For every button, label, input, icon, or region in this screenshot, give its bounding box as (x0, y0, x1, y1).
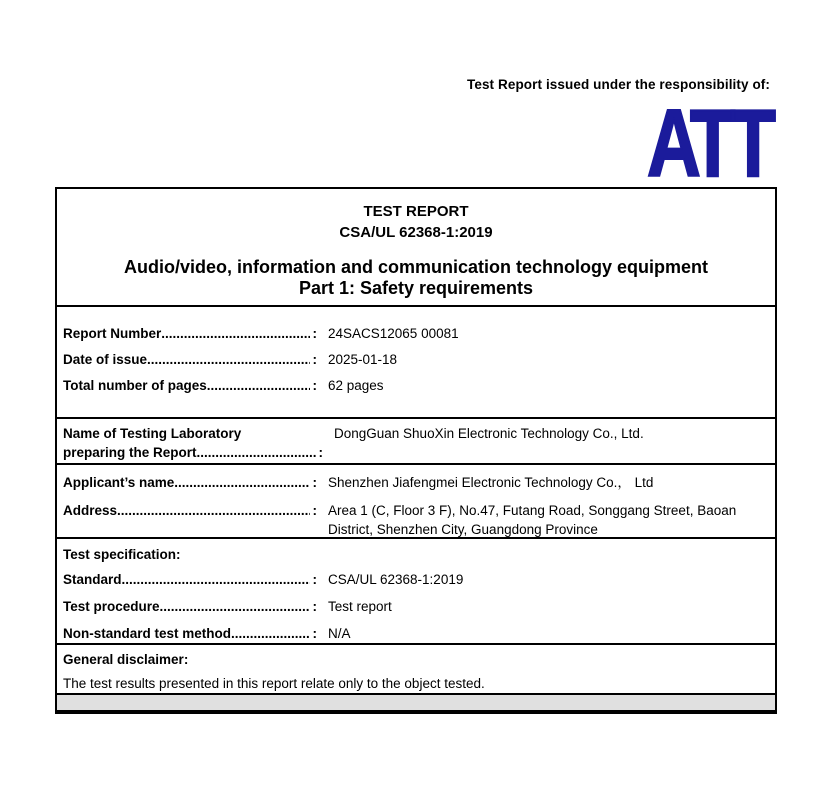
applicant-name-row (63, 473, 769, 493)
label-text: Standard (63, 572, 122, 587)
standard-value: CSA/UL 62368-1:2019 (328, 572, 464, 587)
label-text: Applicant’s name (63, 475, 175, 490)
label-line2: preparing the Report (63, 445, 197, 460)
address-value: Area 1 (C, Floor 3 F), No.47, Futang Road, Songgang Street, Baoan District, Shenzhen City, Guangdong Province (328, 503, 737, 537)
dot-leader (160, 593, 310, 620)
colon: : (312, 599, 317, 614)
colon: : (312, 326, 317, 341)
issued-under-responsibility-text: Test Report issued under the responsibility of: (467, 77, 770, 92)
test-specification-heading: Test specification: (63, 547, 181, 562)
non-standard-method-label (63, 620, 317, 647)
colon: : (312, 378, 317, 393)
title-part1-line: Part 1: Safety requirements (298, 278, 534, 298)
label-line2-wrap (63, 443, 323, 462)
report-number-value: 24SACS12065 00081 (328, 326, 459, 341)
date-of-issue-row (63, 347, 769, 373)
date-of-issue-value: 2025-01-18 (328, 352, 398, 367)
dot-leader (117, 501, 309, 520)
dot-leader (174, 473, 309, 493)
test-specification-section (57, 537, 775, 643)
general-disclaimer-text: The test results presented in this report relate only to the object tested. (63, 676, 485, 691)
standard-label (63, 566, 317, 593)
applicant-name-label (63, 473, 317, 493)
title-equipment-line: Audio/video, information and communication technology equipment (123, 257, 708, 277)
dot-leader (147, 347, 309, 373)
testing-laboratory-label (63, 424, 323, 462)
report-number-label (63, 321, 317, 347)
title-standard-number: CSA/UL 62368-1:2019 (339, 224, 493, 241)
label-text: Test procedure (63, 599, 160, 614)
general-disclaimer-heading: General disclaimer: (63, 652, 189, 667)
label-text: Report Number (63, 326, 162, 341)
colon: : (312, 572, 317, 587)
total-pages-value: 62 pages (328, 378, 384, 393)
colon: : (312, 352, 317, 367)
testing-laboratory-section (57, 417, 775, 463)
colon: : (318, 445, 323, 460)
label-line1: Name of Testing Laboratory (63, 426, 242, 441)
dot-leader (122, 566, 310, 593)
title-test-report: TEST REPORT (363, 203, 469, 220)
applicant-name-value: Shenzhen Jiafengmei Electronic Technology Co.， Ltd (328, 475, 654, 490)
address-row (63, 501, 769, 539)
standard-row (63, 566, 769, 593)
label-text: Total number of pages (63, 378, 207, 393)
report-info-section (57, 305, 775, 417)
dot-leader (207, 373, 310, 399)
general-disclaimer-section (57, 643, 775, 693)
total-pages-row (63, 373, 769, 399)
colon: : (312, 475, 317, 490)
test-procedure-value: Test report (328, 599, 392, 614)
test-procedure-row (63, 593, 769, 620)
label-text: Address (63, 503, 118, 518)
colon: : (312, 503, 317, 518)
title-block (57, 189, 775, 305)
non-standard-method-value: N/A (328, 626, 351, 641)
dot-leader (161, 321, 309, 347)
dot-leader (197, 443, 316, 462)
total-pages-label (63, 373, 317, 399)
testing-laboratory-value: DongGuan ShuoXin Electronic Technology Co., Ltd. (334, 426, 644, 441)
applicant-section (57, 463, 775, 537)
test-report-table (55, 187, 777, 714)
address-label (63, 501, 317, 520)
dot-leader (231, 620, 309, 647)
att-logo: ATT (646, 90, 770, 197)
label-text: Non-standard test method (63, 626, 232, 641)
date-of-issue-label (63, 347, 317, 373)
test-procedure-label (63, 593, 317, 620)
label-text: Date of issue (63, 352, 148, 367)
colon: : (312, 626, 317, 641)
report-number-row (63, 321, 769, 347)
